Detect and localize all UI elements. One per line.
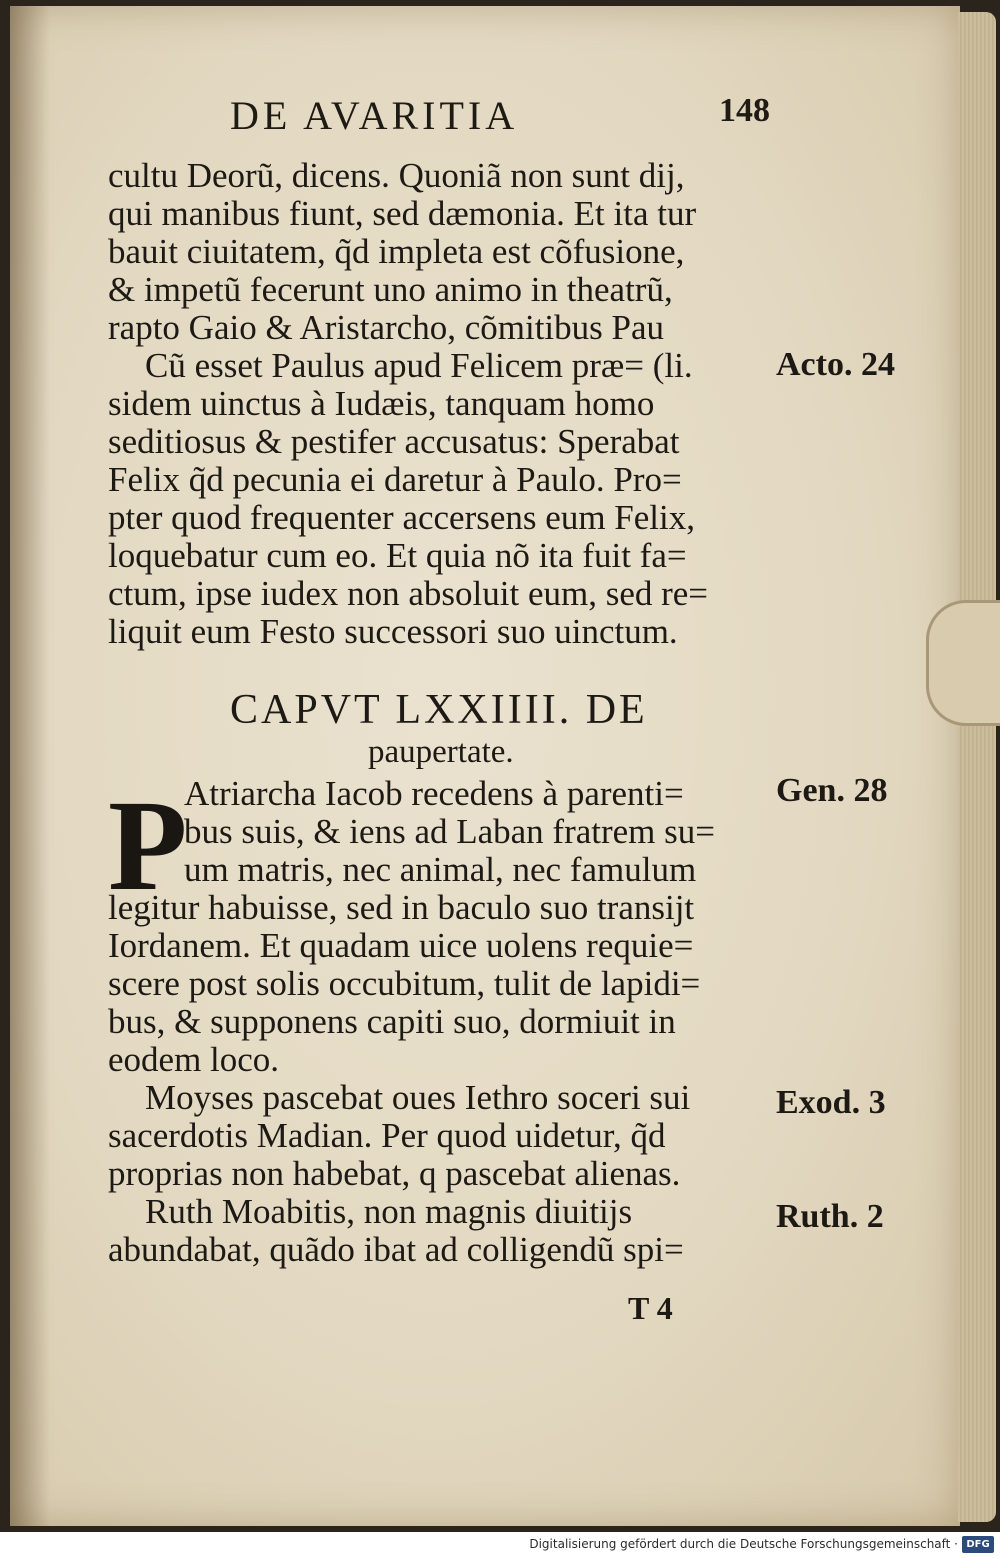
text-line: proprias non habebat, q pascebat alienas.: [108, 1154, 681, 1193]
text-line: qui manibus fiunt, sed dæmonia. Et ita tur: [108, 194, 697, 233]
marginal-note: Exod. 3: [776, 1084, 886, 1121]
footer-bar: [0, 1532, 1000, 1558]
chapter-heading: CAPVT LXXIIII. DE: [230, 687, 648, 733]
text-line: Cũ esset Paulus apud Felicem præ= (li.: [145, 346, 693, 385]
text-line: Iordanem. Et quadam uice uolens requie=: [108, 926, 694, 965]
text-line: pter quod frequenter accersens eum Felix,: [108, 498, 695, 537]
text-line: Felix q̃d pecunia ei daretur à Paulo. Pro=: [108, 460, 682, 499]
folio-number: 148: [719, 92, 770, 129]
text-line: abundabat, quãdo ibat ad colligendũ spi=: [108, 1230, 684, 1269]
text-line: Atriarcha Iacob recedens à parenti=: [184, 774, 684, 813]
marginal-note: Ruth. 2: [776, 1198, 884, 1235]
text-line: legitur habuisse, sed in baculo suo transijt: [108, 888, 695, 927]
text-line: sacerdotis Madian. Per quod uidetur, q̃d: [108, 1116, 666, 1155]
chapter-subheading: paupertate.: [368, 734, 514, 770]
text-line: loquebatur cum eo. Et quia nõ ita fuit fa=: [108, 536, 687, 575]
running-title: DE AVARITIA: [230, 93, 519, 138]
dfg-logo: DFG: [962, 1536, 994, 1553]
text-line: rapto Gaio & Aristarcho, cõmitibus Pau: [108, 308, 665, 347]
text-line: eodem loco.: [108, 1040, 280, 1079]
text-line: liquit eum Festo successori suo uinctum.: [108, 612, 678, 651]
signature-mark: T 4: [628, 1290, 673, 1326]
text-line: bauit ciuitatem, q̃d impleta est cõfusione,: [108, 232, 685, 271]
text-line: bus suis, & iens ad Laban fratrem su=: [184, 812, 716, 851]
footer-credit: Digitalisierung gefördert durch die Deutsche Forschungsgemeinschaft ·: [529, 1537, 958, 1551]
page-edges: [958, 12, 996, 1522]
text-line: ctum, ipse iudex non absoluit eum, sed re=: [108, 574, 709, 613]
running-head: [230, 92, 770, 142]
text-line: cultu Deorũ, dicens. Quoniã non sunt dij,: [108, 156, 685, 195]
text-line: Ruth Moabitis, non magnis diuitijs: [145, 1192, 633, 1231]
gutter-shadow: [10, 6, 50, 1526]
marginal-note: Gen. 28: [776, 772, 888, 809]
text-line: & impetũ fecerunt uno animo in theatrũ,: [108, 270, 673, 309]
drop-capital: P: [108, 774, 188, 918]
text-line: bus, & supponens capiti suo, dormiuit in: [108, 1002, 676, 1041]
marginal-note: Acto. 24: [776, 346, 895, 383]
text-line: seditiosus & pestifer accusatus: Sperabat: [108, 422, 680, 461]
text-line: um matris, nec animal, nec famulum: [184, 850, 697, 889]
text-line: Moyses pascebat oues Iethro soceri sui: [145, 1078, 691, 1117]
text-line: scere post solis occubitum, tulit de lapidi=: [108, 964, 701, 1003]
text-line: sidem uinctus à Iudæis, tanquam homo: [108, 384, 655, 423]
tab-marker: [926, 600, 1000, 726]
